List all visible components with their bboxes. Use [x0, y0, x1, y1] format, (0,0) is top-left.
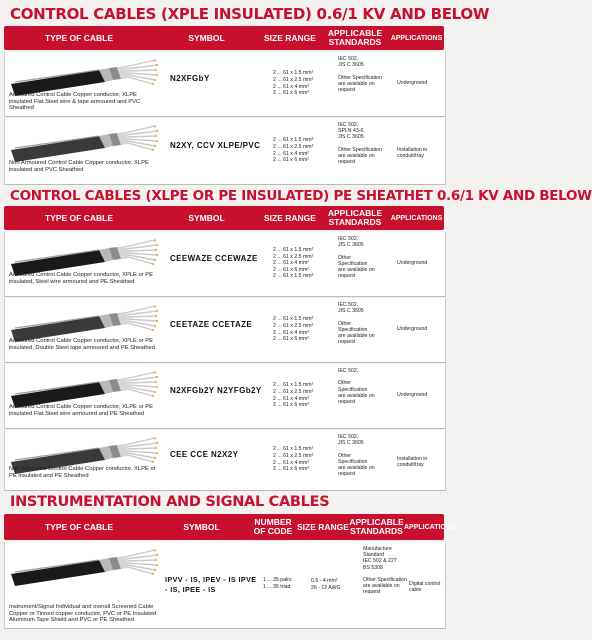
header-standards: APPLICABLE STANDARDS	[327, 28, 383, 47]
text-line: IEC 502,	[338, 56, 359, 62]
text-line: are available on	[338, 465, 375, 472]
text-line: Other Specification	[363, 577, 407, 584]
table-header	[4, 206, 444, 230]
applicable-standards	[338, 434, 398, 477]
text-line: Specification	[338, 386, 368, 393]
text-line: 2 ... 61 x 4 mm²	[273, 260, 310, 267]
text-line: 2 ... 61 x 6 mm²	[273, 266, 310, 273]
text-line: 2 ... 61 x 4 mm²	[273, 83, 310, 90]
text-line: Other	[338, 254, 351, 261]
size-range	[273, 382, 339, 408]
text-line: are available on	[338, 267, 375, 274]
text-line: request	[338, 87, 356, 94]
text-line: 2 ... 61 x 2.5 mm²	[273, 76, 314, 83]
cable-symbol: N2XFGb2Y N2YFGb2Y	[170, 386, 262, 395]
text-line: 2 ... 61 x 1.5 mm²	[273, 137, 314, 144]
size-range	[311, 578, 359, 591]
cable-photo	[9, 124, 159, 162]
table-header	[4, 514, 456, 540]
text-line: request	[338, 273, 356, 280]
cable-photo	[9, 238, 159, 276]
header-standards: APPLICABLE STANDARDS	[327, 208, 383, 227]
header-symbol: SYMBOL	[183, 521, 220, 532]
table-row	[4, 52, 446, 117]
text-line: 2 ... 61 x 2.5 mm²	[273, 452, 314, 459]
cable-image	[9, 370, 159, 408]
table-row	[4, 542, 446, 629]
cable-image	[9, 304, 159, 342]
cable-description: Armoured Control Cable Copper conductor, XPLE or PE insulated, Double Steel tape armoured and PE Sheathed	[9, 338, 155, 351]
text-line: Other Specification	[338, 74, 382, 81]
text-line: 2 ... 61 x 1.5 mm²	[273, 446, 314, 453]
text-line: 2 ... 61 x 6 mm²	[273, 336, 310, 343]
size-range	[273, 247, 339, 280]
cable-photo	[9, 304, 159, 342]
text-line: are available on	[338, 80, 375, 87]
text-line: IEC 502,	[338, 236, 359, 242]
text-line: 1 ... 35 pairs	[263, 577, 292, 583]
cable-symbol: N2XY, CCV XLPE/PVC	[170, 141, 261, 150]
size-range	[273, 137, 339, 163]
application: Digital control cable	[409, 581, 441, 594]
text-line: IEC 502,	[338, 434, 359, 440]
applicable-standards	[338, 302, 398, 345]
cable-image	[9, 58, 159, 96]
text-line: 2 ... 61 x 4 mm²	[273, 329, 310, 336]
text-line: 0.5 - 4 mm²	[311, 578, 338, 585]
header-size: SIZE RANGE	[264, 212, 316, 223]
text-line: are available on	[338, 392, 375, 399]
application: Installation in conduit/tray	[397, 147, 428, 160]
text-line: JIS C 3605	[338, 62, 364, 69]
section-title-control-pe: CONTROL CABLES (XLPE OR PE INSULATED) PE SHEATHET 0.6/1 KV AND BELOW	[10, 188, 592, 204]
number-of-code	[263, 577, 311, 590]
text-line: 2 ... 61 x 1.5 mm²	[273, 382, 314, 389]
cable-photo	[9, 58, 159, 96]
text-line: JIS C 3605	[338, 242, 364, 249]
cable-photo	[9, 370, 159, 408]
text-line: request	[338, 399, 356, 406]
applicable-standards	[338, 56, 398, 93]
cable-symbol: CEEWAZE CCEWAZE	[170, 254, 258, 263]
cable-photo	[9, 548, 159, 586]
text-line: 2 ... 61 x 6 mm²	[273, 90, 310, 97]
applicable-standards	[338, 236, 398, 279]
text-line: Specification	[338, 260, 368, 267]
size-range	[273, 70, 339, 96]
text-line: 2 ... 61 x 1.5 mm²	[273, 247, 314, 253]
text-line: request	[338, 159, 356, 166]
text-line: Specification	[338, 326, 368, 333]
application: Underground	[397, 326, 428, 332]
table-header	[4, 26, 444, 50]
text-line: IEC 502 & 227	[363, 558, 397, 565]
text-line: request	[338, 339, 356, 346]
text-line: 2 ... 61 x 2.5 mm²	[273, 253, 314, 260]
header-standards: APPLICABLE STANDARDS	[349, 517, 404, 536]
applicable-standards	[363, 546, 407, 596]
text-line: are available on	[338, 333, 375, 340]
cable-description: Non Armoured Control Cable Copper conductor, XLPE insulated and PVC Sheathed	[9, 160, 149, 173]
text-line: 2 ... 61 x 1.5 mm²	[273, 316, 314, 323]
text-line: request	[363, 589, 381, 596]
header-symbol: SYMBOL	[188, 32, 225, 43]
text-line: BS 5308	[363, 564, 383, 571]
table-row	[4, 430, 446, 491]
cable-description: Armoured Control Cable Copper conductor, XLPE insulated Flat Steel wire & tape armoured and PVC Sheathed	[9, 92, 141, 111]
text-line: 2 ... 61 x 6 mm²	[273, 466, 310, 473]
text-line: are available on	[338, 153, 375, 160]
section-title-control-xple: CONTROL CABLES (XPLE INSULATED) 0.6/1 KV AND BELOW	[10, 5, 490, 23]
text-line: Manufacture	[363, 546, 392, 552]
cable-image	[9, 124, 159, 162]
text-line: 2 ... 61 x 2.5 mm²	[273, 143, 314, 150]
text-line: request	[338, 471, 356, 478]
cable-symbol: CEETAZE CCETAZE	[170, 320, 253, 329]
header-size: SIZE RANGE	[297, 521, 349, 532]
text-line: JIS C 3605	[338, 308, 364, 315]
table-row	[4, 232, 446, 297]
header-type: TYPE OF CABLE	[44, 212, 113, 223]
text-line: 2 ... 61 x 6 mm²	[273, 402, 310, 409]
header-type: TYPE OF CABLE	[44, 32, 113, 43]
header-applications: APPLICATIONS	[404, 523, 456, 531]
cable-description: Armoured Control Cable Copper conductor, XPLE or PE insulated, Steel wire armoured and PE Sheathed	[9, 272, 154, 285]
table-row	[4, 298, 446, 363]
header-number-of-code: NUMBER OF CODE	[253, 517, 293, 536]
text-line: 2 ... 61 x 4 mm²	[273, 150, 310, 157]
text-line: IEC 502,	[338, 122, 359, 128]
cable-description: Non Armoured Control Cable Copper conductor, XLPE or PE insulated and PE Sheathed	[9, 466, 156, 479]
header-size: SIZE RANGE	[264, 32, 316, 43]
cable-description: Instrument/Signal Individual and overall Screened Cable Copper or Tinned copper conductor, PVC or PE Insulated Aluminum Tape Shield and PVC or PE Sheathed	[9, 604, 157, 623]
text-line: Standard	[363, 552, 385, 559]
size-range	[273, 446, 339, 472]
text-line: IEC 502,	[338, 302, 359, 308]
text-line: JIS C 3605	[338, 134, 364, 141]
text-line: SPLN 43-6,	[338, 128, 365, 135]
cable-image	[9, 238, 159, 276]
size-range	[273, 316, 339, 342]
text-line: 2 ... 61 x 4 mm²	[273, 395, 310, 402]
text-line: are available on	[363, 583, 400, 590]
text-line: Other	[338, 320, 351, 327]
text-line: 1 ... 35 triad	[263, 583, 291, 590]
applicable-standards	[338, 122, 398, 165]
text-line: 26 - 12 AWG	[311, 584, 341, 591]
text-line: Other	[338, 380, 351, 387]
application: Underground	[397, 392, 428, 398]
text-line: 2 ... 61 x 6 mm²	[273, 157, 310, 164]
header-type: TYPE OF CABLE	[44, 521, 113, 532]
table-row	[4, 118, 446, 185]
header-applications: APPLICATIONS	[390, 214, 443, 222]
application: Installation in conduit/tray	[397, 456, 428, 469]
cable-image	[9, 548, 159, 586]
text-line: 2 ... 61 x 2.5 mm²	[273, 388, 314, 395]
section-title-instrumentation: INSTRUMENTATION AND SIGNAL CABLES	[10, 494, 330, 510]
applicable-standards	[338, 368, 398, 405]
text-line: Specification	[338, 458, 368, 465]
text-line: JIS C 3605	[338, 440, 364, 447]
text-line: IEC 502,	[338, 368, 359, 374]
text-line: 2 ... 61 x 1.5 mm²	[273, 273, 314, 280]
text-line: 2 ... 61 x 4 mm²	[273, 459, 310, 466]
application: Underground	[397, 260, 428, 266]
table-row	[4, 364, 446, 429]
cable-symbol: N2XFGbY	[170, 74, 210, 83]
text-line: Other Specification	[338, 146, 382, 153]
cable-description: Armoured Control Cable Copper conductor, XLPE or PE insulated Flat Steel wire armoured and PE Sheathed	[9, 404, 154, 417]
cable-symbol: CEE CCE N2X2Y	[170, 450, 239, 459]
header-symbol: SYMBOL	[188, 212, 225, 223]
text-line: 2 ... 61 x 1.5 mm²	[273, 70, 314, 77]
text-line: 2 ... 61 x 2.5 mm²	[273, 322, 314, 329]
header-applications: APPLICATIONS	[390, 34, 443, 42]
text-line: Other	[338, 452, 351, 459]
application: Underground	[397, 80, 428, 86]
cable-symbol: IPVV - IS, IPEV - IS IPVE - IS, IPEE - IS	[165, 575, 257, 594]
